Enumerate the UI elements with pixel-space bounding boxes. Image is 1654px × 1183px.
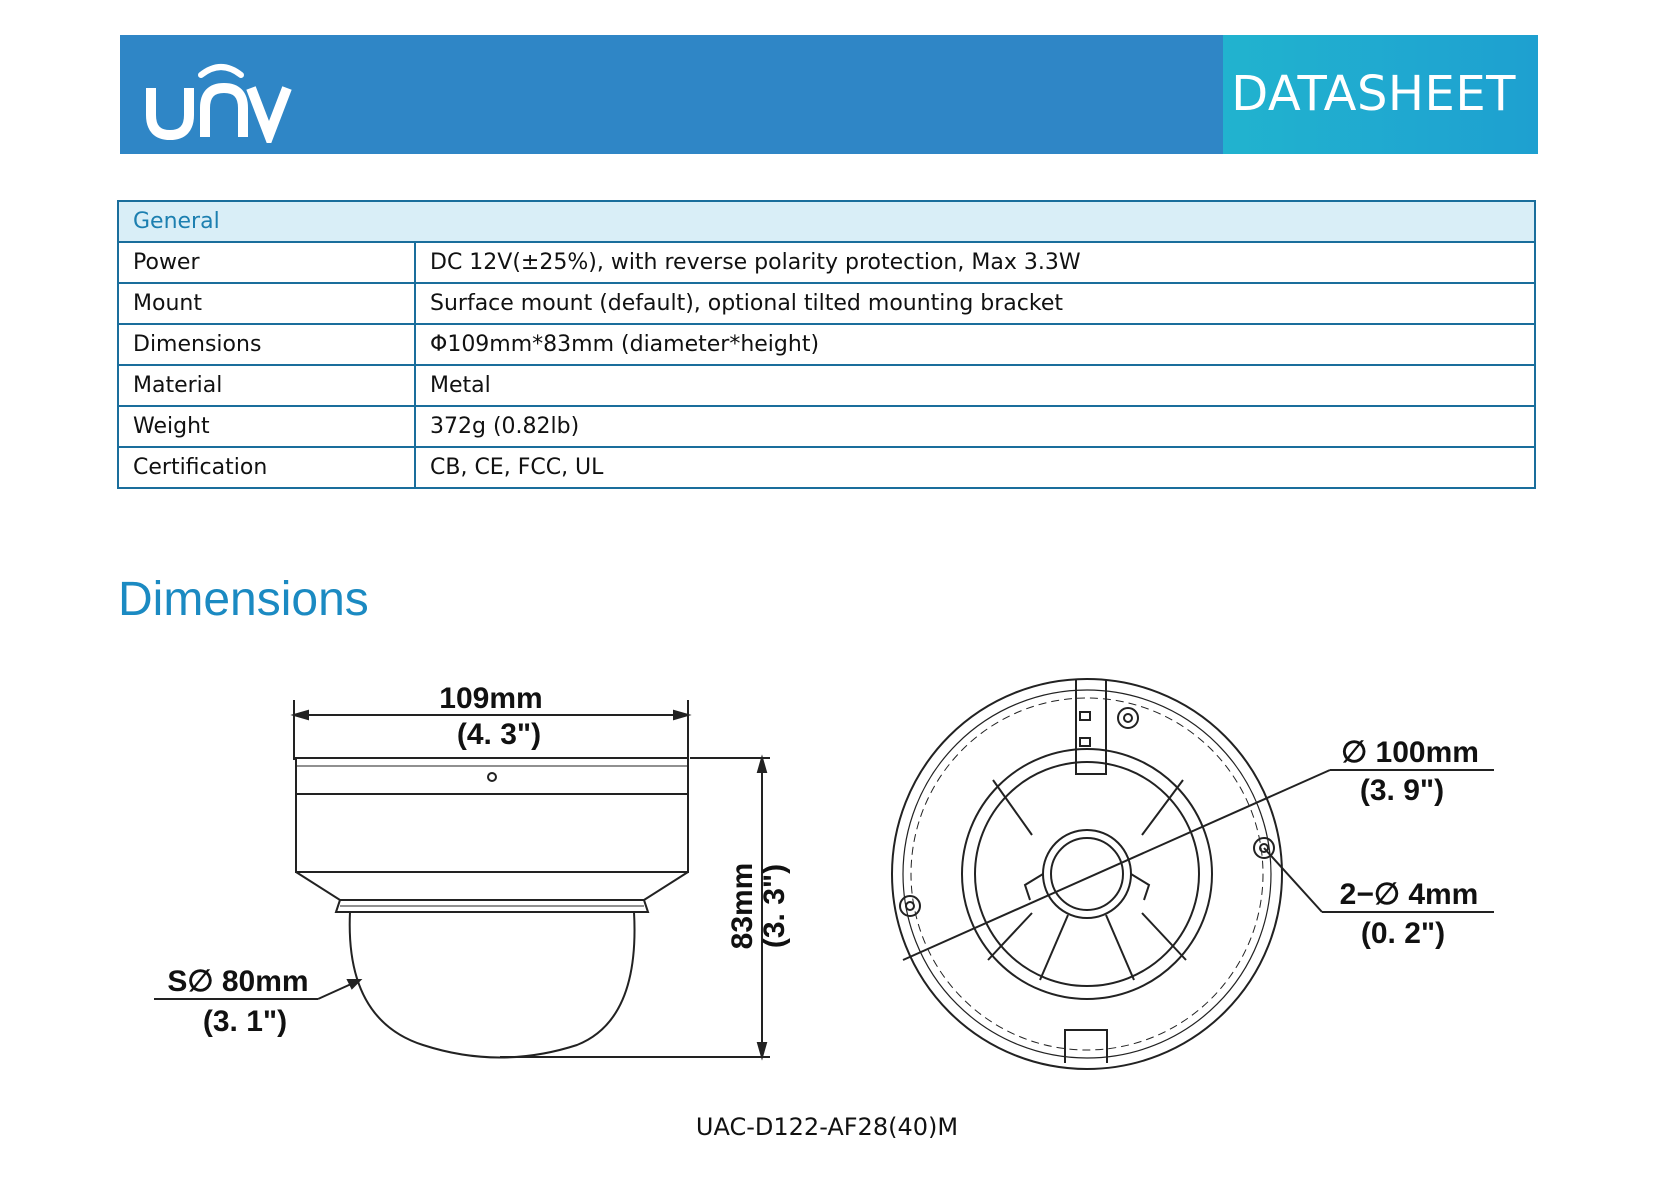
row-value: Surface mount (default), optional tilted mounting bracket — [415, 283, 1535, 324]
dimensions-heading: Dimensions — [118, 573, 369, 626]
row-value: Metal — [415, 365, 1535, 406]
width-mm-label: 109mm — [439, 682, 543, 715]
row-value: Φ109mm*83mm (diameter*height) — [415, 324, 1535, 365]
height-mm-label: 83mm — [726, 862, 759, 950]
hole-in-label: (0. 2") — [1360, 917, 1446, 950]
row-label: Certification — [118, 447, 415, 488]
hole-mm-label: 2−∅ 4mm — [1339, 878, 1479, 911]
model-number: UAC-D122-AF28(40)M — [695, 1113, 959, 1141]
row-label: Mount — [118, 283, 415, 324]
datasheet-title: DATASHEET — [1231, 66, 1516, 122]
sphere-in-label: (3. 1") — [202, 1005, 288, 1038]
height-in-label: (3. 3") — [758, 863, 791, 949]
diameter-in-label: (3. 9") — [1359, 774, 1445, 807]
table-section-label: General — [118, 201, 1535, 242]
row-value: CB, CE, FCC, UL — [415, 447, 1535, 488]
sphere-mm-label: S∅ 80mm — [167, 965, 309, 998]
row-value: DC 12V(±25%), with reverse polarity protection, Max 3.3W — [415, 242, 1535, 283]
side-view-drawing — [154, 700, 770, 1058]
width-in-label: (4. 3") — [456, 718, 542, 751]
row-value: 372g (0.82lb) — [415, 406, 1535, 447]
row-label: Dimensions — [118, 324, 415, 365]
row-label: Material — [118, 365, 415, 406]
row-label: Power — [118, 242, 415, 283]
diameter-mm-label: ∅ 100mm — [1341, 736, 1479, 769]
row-label: Weight — [118, 406, 415, 447]
